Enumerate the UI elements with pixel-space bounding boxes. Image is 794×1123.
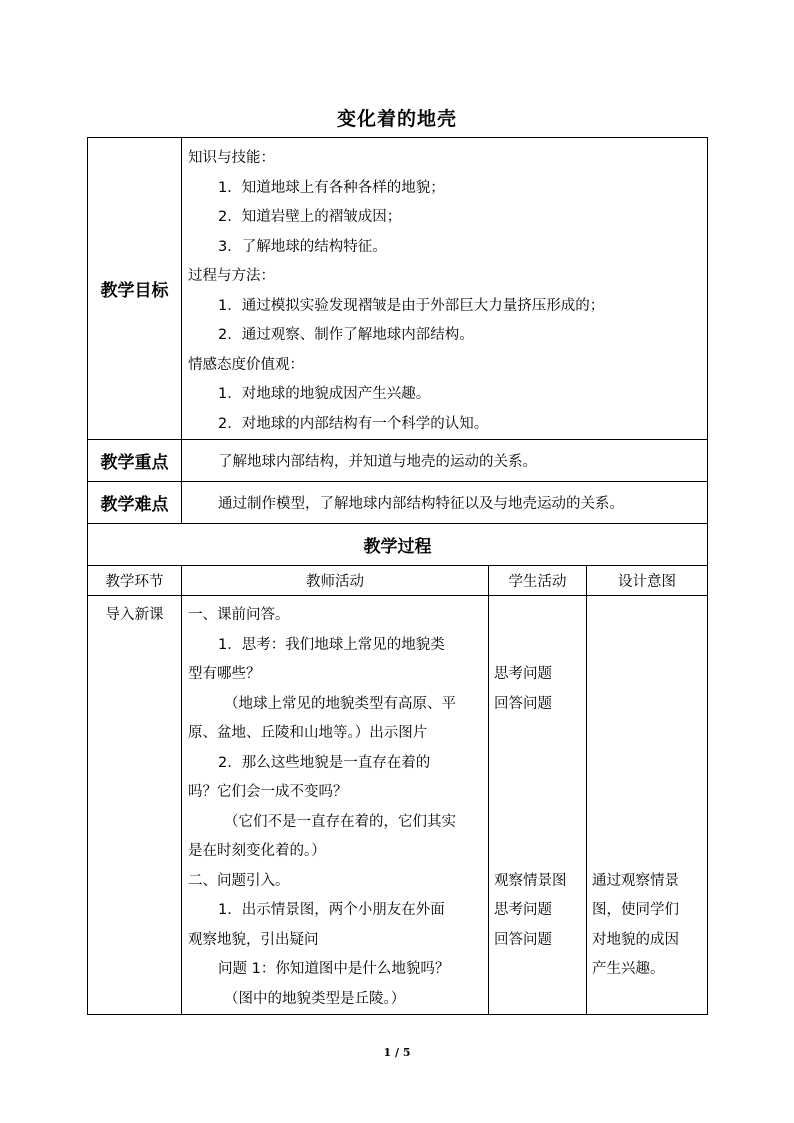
intent-line	[587, 808, 707, 838]
header-stage: 教学环节	[88, 566, 182, 596]
intent-line	[587, 837, 707, 867]
objectives-line: 1．知道地球上有各种各样的地貌；	[218, 179, 445, 196]
teacher-line: 吗？它们会一成不变吗？	[188, 784, 348, 800]
intent-cell	[587, 596, 708, 1015]
student-line: 思考问题	[494, 902, 552, 918]
intent-line	[587, 631, 707, 661]
process-title: 教学过程	[88, 524, 708, 566]
objectives-line: 2．对地球的内部结构有一个科学的认知。	[218, 415, 489, 432]
teacher-line: 原、盆地、丘陵和山地等。）出示图片	[188, 725, 428, 741]
difficulty-content	[182, 482, 708, 524]
intent-line: 图，使同学们	[592, 902, 679, 918]
header-intent: 设计意图	[587, 566, 708, 596]
teacher-line: （地球上常见的地貌类型有高原、平	[224, 695, 456, 712]
intent-line	[587, 778, 707, 808]
process-title-row	[88, 524, 708, 566]
objectives-line: 情感态度价值观：	[188, 356, 304, 373]
header-student: 学生活动	[489, 566, 587, 596]
document-title: 变化着的地壳	[336, 108, 457, 130]
difficulty-label: 教学难点	[88, 482, 182, 524]
objectives-line: 1．通过模拟实验发现褶皱是由于外部巨大力量挤压形成的；	[218, 297, 605, 314]
intent-line: 对地貌的成因	[592, 931, 679, 948]
difficulty-row	[88, 482, 708, 524]
student-line	[489, 719, 586, 749]
key-point-text: 了解地球内部结构，并知道与地壳的运动的关系。	[218, 454, 537, 470]
key-point-row	[88, 440, 708, 482]
student-line	[489, 955, 586, 985]
student-line	[489, 985, 586, 1015]
student-line	[489, 808, 586, 838]
teacher-line: 二、问题引入。	[188, 872, 290, 889]
student-line	[489, 778, 586, 808]
objectives-line: 知识与技能：	[188, 150, 275, 166]
lesson-plan-table	[87, 137, 708, 1015]
page-indicator: 1 / 5	[383, 1046, 411, 1059]
stage-label: 导入新课	[105, 607, 164, 623]
teacher-line: 一、课前问答。	[188, 607, 290, 623]
teacher-line: 型有哪些？	[188, 666, 261, 682]
teacher-line: 1．思考：我们地球上常见的地貌类	[218, 636, 445, 653]
intent-line	[587, 985, 707, 1015]
student-line: 观察情景图	[494, 872, 567, 889]
student-line: 思考问题	[494, 666, 552, 682]
teacher-line: 观察地貌，引出疑问	[188, 931, 319, 948]
student-line: 回答问题	[494, 695, 552, 712]
intent-line	[587, 690, 707, 720]
intent-line	[587, 719, 707, 749]
difficulty-text: 通过制作模型，了解地球内部结构特征以及与地壳运动的关系。	[218, 496, 624, 512]
key-point-label: 教学重点	[88, 440, 182, 482]
process-row	[88, 596, 708, 1015]
objectives-line: 3．了解地球的结构特征。	[218, 238, 387, 255]
student-line: 回答问题	[494, 931, 552, 948]
teacher-line: （它们不是一直存在着的，它们其实	[224, 813, 456, 830]
objectives-content	[182, 138, 708, 440]
student-line	[489, 631, 586, 661]
objectives-line: 2．知道岩壁上的褶皱成因；	[218, 209, 402, 225]
intent-line	[587, 601, 707, 631]
teacher-line: （图中的地貌类型是丘陵。）	[224, 990, 406, 1007]
stage-cell	[88, 596, 182, 1015]
intent-line	[587, 749, 707, 779]
objectives-row	[88, 138, 708, 440]
objectives-label: 教学目标	[88, 138, 182, 440]
objectives-line: 1．对地球的地貌成因产生兴趣。	[218, 386, 431, 402]
student-line	[489, 749, 586, 779]
header-teacher: 教师活动	[182, 566, 489, 596]
process-header-row	[88, 566, 708, 596]
student-line	[489, 601, 586, 631]
student-cell	[489, 596, 587, 1015]
objectives-line: 2．通过观察、制作了解地球内部结构。	[218, 327, 474, 343]
teacher-cell	[182, 596, 489, 1015]
intent-line	[587, 660, 707, 690]
student-line	[489, 837, 586, 867]
teacher-line: 问题 1：你知道图中是什么地貌吗？	[218, 961, 450, 977]
teacher-line: 2．那么这些地貌是一直存在着的	[218, 754, 431, 771]
intent-line: 产生兴趣。	[592, 961, 665, 977]
intent-line: 通过观察情景	[592, 872, 679, 889]
teacher-line: 1．出示情景图，两个小朋友在外面	[218, 902, 445, 918]
teacher-line: 是在时刻变化着的。）	[188, 843, 326, 859]
objectives-line: 过程与方法：	[188, 268, 275, 284]
key-point-content	[182, 440, 708, 482]
